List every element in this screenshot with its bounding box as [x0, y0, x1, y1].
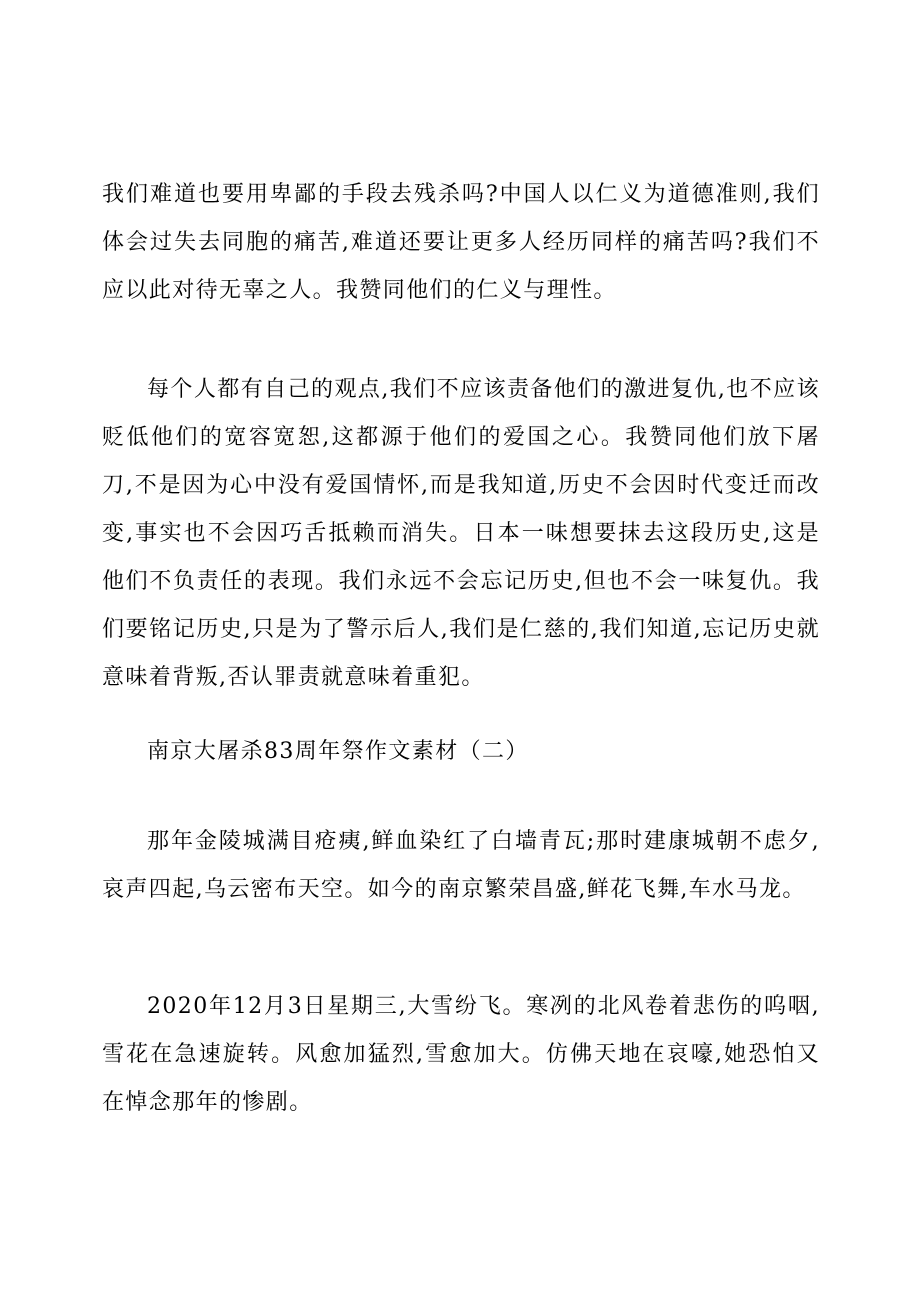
paragraph-snow-day: 2020年12月3日星期三,大雪纷飞。寒冽的北风卷着悲伤的呜咽,雪花在急速旋转。风愈加猛烈,雪愈加大。仿佛天地在哀嚎,她恐怕又在悼念那年的惨剧。: [102, 994, 820, 1115]
paragraph-jinling: 那年金陵城满目疮痍,鲜血染红了白墙青瓦;那时建康城朝不虑夕,哀声四起,乌云密布天空。如今的南京繁荣昌盛,鲜花飞舞,车水马龙。: [102, 829, 820, 902]
paragraph-viewpoints: 每个人都有自己的观点,我们不应该责备他们的激进复仇,也不应该贬低他们的宽容宽恕,这都源于他们的爱国之心。我赞同他们放下屠刀,不是因为心中没有爱国情怀,而是我知道,历史不会因时代变迁而改变,事实也不会因巧舌抵赖而消失。日本一味想要抹去这段历史,这是他们不负责任的表现。我们永远不会忘记历史,但也不会一味复仇。我们要铭记历史,只是为了警示后人,我们是仁慈的,我们知道,忘记历史就意味着背叛,否认罪责就意味着重犯。: [102, 377, 820, 690]
paragraph-humanity: 我们难道也要用卑鄙的手段去残杀吗?中国人以仁义为道德准则,我们体会过失去同胞的痛苦,难道还要让更多人经历同样的痛苦吗?我们不应以此对待无辜之人。我赞同他们的仁义与理性。: [102, 182, 820, 303]
section-heading: 南京大屠杀83周年祭作文素材（二）: [147, 739, 529, 764]
